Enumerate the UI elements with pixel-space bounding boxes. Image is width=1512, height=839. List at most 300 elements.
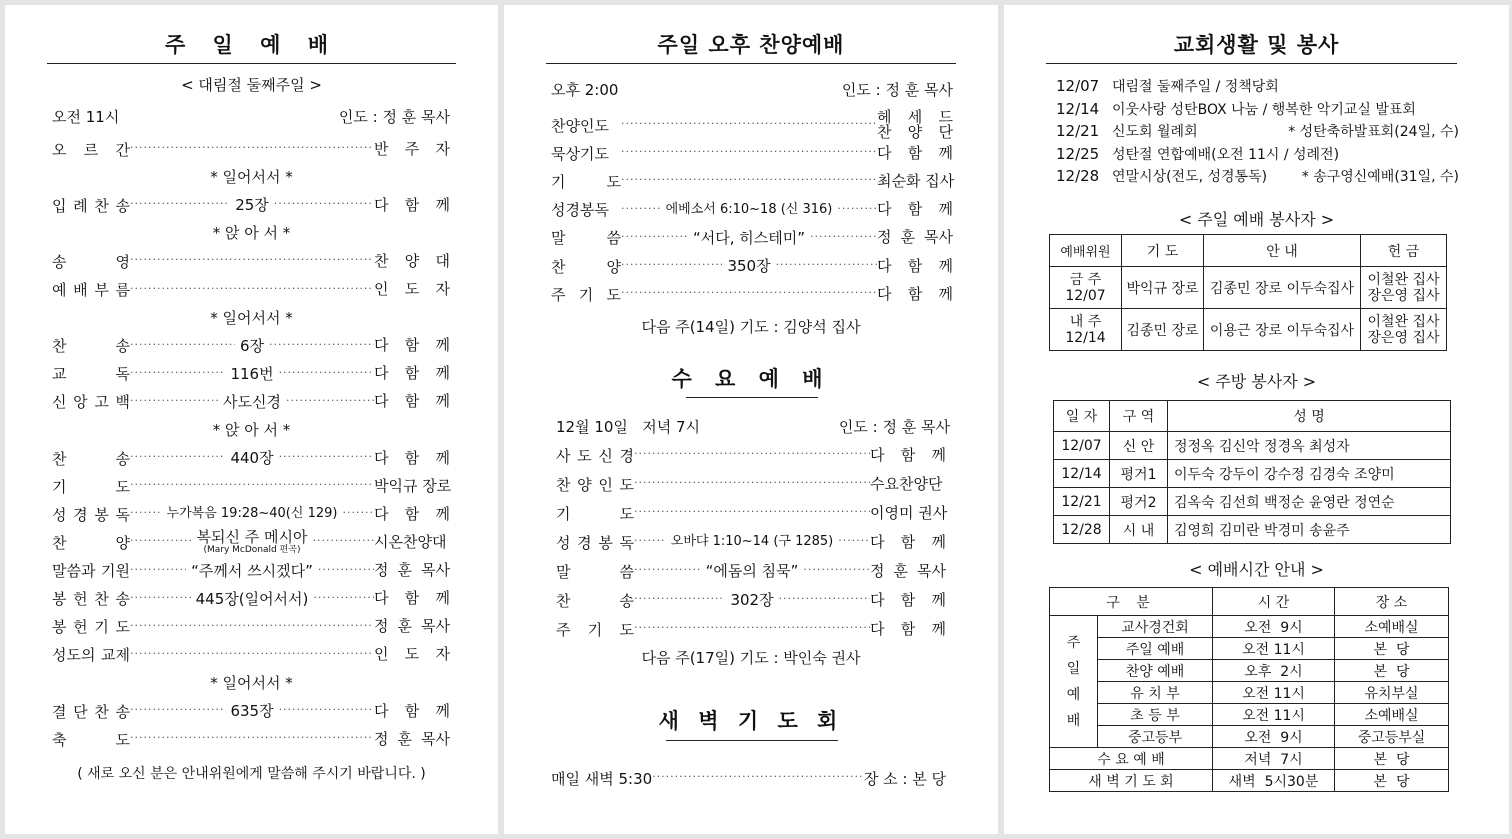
order-item-detail-text: 25장 bbox=[235, 196, 269, 215]
order-item bbox=[551, 281, 953, 307]
order-item-label: 송 영 bbox=[52, 252, 130, 271]
order-item-detail bbox=[225, 450, 278, 466]
order-item-label: 봉 헌 찬 송 bbox=[52, 590, 130, 609]
dot-leader bbox=[779, 587, 870, 613]
news-item bbox=[1056, 75, 1459, 97]
order-item bbox=[52, 248, 450, 274]
order-item-detail bbox=[218, 394, 286, 410]
order-item-person bbox=[877, 284, 953, 303]
order-item-person bbox=[374, 338, 450, 353]
order-item-label: 신 앙 고 백 bbox=[52, 393, 130, 412]
order-item-person-text: 정 훈 목사 bbox=[374, 729, 450, 748]
order-item-person-text: 다 함 께 bbox=[870, 445, 946, 464]
order-item-person bbox=[877, 143, 953, 162]
service-name-cell: 초 등 부 bbox=[1098, 704, 1213, 726]
order-item-person-text: 정 훈 목사 bbox=[877, 228, 953, 247]
dawn-title-underline bbox=[666, 740, 838, 741]
order-item-label: 기 도 bbox=[556, 504, 634, 523]
table-row bbox=[1050, 267, 1447, 309]
service-time-cell: 오후 2시 bbox=[1213, 660, 1335, 682]
order-item-person-text: 다 함 께 bbox=[877, 200, 953, 219]
order-item-label: 입 례 찬 송 bbox=[52, 196, 130, 215]
dot-leader bbox=[279, 698, 374, 724]
dot-leader bbox=[621, 225, 688, 251]
order-item bbox=[551, 140, 953, 166]
posture-note: * 일어서서 * bbox=[210, 308, 293, 327]
dot-leader bbox=[130, 529, 192, 555]
kitchen-volunteers-table bbox=[1053, 400, 1451, 544]
district-cell: 평거1 bbox=[1110, 460, 1168, 488]
order-item-label: 말 씀 bbox=[551, 229, 621, 248]
news-text: 신도회 월례회 bbox=[1112, 124, 1198, 140]
table-header-cell: 구 분 bbox=[1050, 588, 1213, 616]
afternoon-worship-title: 주일 오후 찬양예배 bbox=[657, 33, 845, 57]
news-item bbox=[1056, 165, 1459, 187]
dot-leader bbox=[274, 192, 374, 218]
order-item-person bbox=[374, 647, 450, 662]
order-item-label: 사 도 신 경 bbox=[556, 446, 634, 465]
table-header-cell: 예배위원 bbox=[1050, 235, 1122, 267]
names-cell: 정정옥 김신악 정경옥 최성자 bbox=[1168, 432, 1451, 460]
order-item-detail-text: 445장(일어서서) bbox=[195, 589, 309, 608]
order-item-detail-text: “주께서 쓰시겠다” bbox=[191, 561, 313, 580]
order-item-person bbox=[870, 503, 948, 522]
order-item-person-text: 최순화 집사 bbox=[877, 171, 955, 190]
order-item-person-text: 인 도 자 bbox=[374, 280, 450, 298]
table-row bbox=[1050, 704, 1449, 726]
date-cell: 12/14 bbox=[1054, 460, 1110, 488]
order-item bbox=[556, 558, 946, 584]
table-header-cell: 구 역 bbox=[1110, 401, 1168, 432]
order-item-label: 말 씀 bbox=[556, 562, 634, 581]
worship-time-table bbox=[1049, 587, 1449, 792]
service-name-cell: 찬양 예배 bbox=[1098, 660, 1213, 682]
order-item-label: 찬 양 bbox=[551, 257, 621, 276]
posture-note: * 앉 아 서 * bbox=[212, 224, 291, 243]
table-header-cell: 일 자 bbox=[1054, 401, 1110, 432]
news-text: 이웃사랑 성탄BOX 나눔 / 행복한 악기교실 발표회 bbox=[1112, 101, 1416, 118]
service-time-cell: 오전 11시 bbox=[1213, 638, 1335, 660]
afternoon-worship-panel bbox=[504, 5, 998, 834]
sunday-footer-note: ( 새로 오신 분은 안내위원에게 말씀해 주시기 바랍니다. ) bbox=[77, 766, 426, 782]
dot-leader bbox=[279, 445, 374, 471]
service-time-cell: 오전 11시 bbox=[1213, 682, 1335, 704]
news-extra: * 송구영신예배(31일, 수) bbox=[1301, 169, 1459, 185]
dot-leader bbox=[130, 361, 225, 387]
order-item-person-text: 찬 양 대 bbox=[374, 251, 450, 270]
order-item-detail bbox=[225, 703, 278, 719]
prayer-cell: 박익규 장로 bbox=[1122, 267, 1204, 309]
order-item-detail-text: “에돔의 침묵” bbox=[705, 562, 799, 580]
table-row bbox=[1050, 726, 1449, 748]
order-item-person bbox=[877, 256, 953, 275]
order-item-label: 주 기 도 bbox=[551, 285, 621, 304]
order-item bbox=[52, 698, 450, 724]
table-row bbox=[1050, 682, 1449, 704]
church-life-title: 교회생활 및 봉사 bbox=[1173, 33, 1340, 57]
service-place-cell: 본 당 bbox=[1335, 638, 1449, 660]
dot-leader bbox=[621, 281, 877, 307]
dot-leader bbox=[130, 726, 374, 752]
title-underline bbox=[1046, 63, 1457, 64]
order-item-person bbox=[374, 619, 450, 634]
service-name-cell: 새 벽 기 도 회 bbox=[1050, 770, 1213, 792]
order-item-person bbox=[877, 171, 955, 190]
order-item bbox=[52, 642, 450, 668]
table-row bbox=[1050, 638, 1449, 660]
offering-cell bbox=[1361, 267, 1447, 309]
dot-leader bbox=[279, 361, 374, 387]
order-item bbox=[52, 389, 450, 415]
service-place-cell: 중고등부실 bbox=[1335, 726, 1449, 748]
wednesday-title-underline bbox=[686, 397, 818, 398]
order-item-person bbox=[870, 445, 946, 464]
order-item bbox=[52, 529, 450, 555]
order-item-person bbox=[870, 474, 946, 493]
service-place-cell: 본 당 bbox=[1335, 660, 1449, 682]
order-item-label: 예 배 부 름 bbox=[52, 281, 130, 299]
order-item bbox=[556, 529, 946, 555]
news-text: 성탄절 연합예배(오전 11시 / 성례전) bbox=[1112, 146, 1340, 163]
order-item-person-text: 다 함 께 bbox=[374, 504, 451, 523]
order-item-person-text: 다 함 께 bbox=[870, 619, 946, 638]
order-item-person bbox=[374, 532, 450, 551]
week-cell bbox=[1050, 309, 1122, 351]
order-item-person-text: 다 함 께 bbox=[374, 701, 450, 720]
dot-leader bbox=[269, 333, 374, 359]
date-cell: 12/28 bbox=[1054, 516, 1110, 544]
order-item-detail-text: 6장 bbox=[239, 336, 265, 355]
order-item-person-text: 이영미 권사 bbox=[870, 503, 948, 522]
sunday-worship-panel bbox=[5, 5, 498, 834]
table-header-row bbox=[1054, 401, 1451, 432]
order-item bbox=[52, 192, 450, 218]
dot-leader bbox=[621, 112, 877, 138]
news-item bbox=[1056, 143, 1459, 165]
order-item-person-text: 헤 세 드 bbox=[877, 108, 953, 126]
title-underline bbox=[47, 63, 456, 64]
offering-cell bbox=[1361, 309, 1447, 351]
order-item-detail-text: 635장 bbox=[230, 702, 274, 720]
wednesday-worship-title: 수 요 예 배 bbox=[671, 367, 831, 391]
dot-leader bbox=[838, 529, 870, 555]
dot-leader bbox=[130, 136, 374, 162]
order-item-person-text: 수요찬양단 bbox=[870, 474, 943, 493]
names-cell: 이두숙 강두이 강수정 김경숙 조양미 bbox=[1168, 460, 1451, 488]
order-item bbox=[551, 253, 953, 279]
dot-leader bbox=[634, 587, 725, 613]
order-item-detail-text: 누가복음 19:28~40(신 129) bbox=[166, 506, 338, 522]
order-item-person-text: 다 함 께 bbox=[877, 143, 953, 162]
order-item bbox=[556, 471, 946, 497]
dot-leader bbox=[286, 389, 374, 415]
order-item-detail-text: 오바댜 1:10~14 (구 1285) bbox=[670, 534, 834, 549]
dawn-prayer-title: 새 벽 기 도 회 bbox=[658, 709, 844, 733]
dot-leader bbox=[634, 558, 701, 584]
dot-leader bbox=[130, 501, 162, 527]
usher-cell: 김종민 장로 이두숙집사 bbox=[1204, 267, 1361, 309]
names-cell: 김옥숙 김선희 백정순 윤영란 정연순 bbox=[1168, 488, 1451, 516]
order-item-person-text: 다 함 께 bbox=[374, 364, 450, 383]
order-item-person bbox=[877, 110, 953, 140]
order-item-person bbox=[870, 619, 946, 638]
order-item-label: 성 경 봉 독 bbox=[556, 533, 634, 552]
order-item-detail bbox=[666, 534, 838, 550]
table-row bbox=[1054, 516, 1451, 544]
order-item-person bbox=[374, 282, 450, 297]
sunday-time-row bbox=[52, 103, 450, 129]
news-text: 연말시상(전도, 성경통독) bbox=[1112, 169, 1268, 185]
order-item bbox=[52, 445, 450, 471]
dot-leader bbox=[621, 197, 661, 223]
order-item-person-text: 정 훈 목사 bbox=[374, 617, 450, 636]
dot-leader bbox=[130, 586, 191, 612]
service-place-cell: 소예배실 bbox=[1335, 704, 1449, 726]
order-item-detail bbox=[661, 202, 838, 218]
order-item bbox=[551, 225, 953, 251]
dot-leader bbox=[810, 225, 877, 251]
service-time-cell: 저녁 7시 bbox=[1213, 748, 1335, 770]
order-item-person bbox=[374, 448, 450, 467]
order-item-label: 말씀과 기원 bbox=[52, 562, 130, 580]
order-item-label: 성 경 봉 독 bbox=[52, 505, 130, 524]
order-item-person-text: 인 도 자 bbox=[374, 645, 450, 664]
order-item-person bbox=[374, 366, 450, 381]
news-date: 12/14 bbox=[1056, 99, 1100, 118]
afternoon-time: 오후 2:00 bbox=[551, 80, 619, 99]
order-item-label: 찬 송 bbox=[52, 449, 130, 468]
dot-leader bbox=[130, 333, 235, 359]
offering-name: 이철완 집사 bbox=[1367, 313, 1440, 330]
offering-name: 장은영 집사 bbox=[1367, 287, 1440, 304]
order-item-label: 찬 양 인 도 bbox=[556, 475, 634, 494]
order-item bbox=[52, 586, 450, 612]
sunday-label: 주 일 예 배 bbox=[1066, 634, 1081, 729]
district-cell: 평거2 bbox=[1110, 488, 1168, 516]
afternoon-leader: 인도 : 정 훈 목사 bbox=[841, 80, 953, 99]
news-date: 12/07 bbox=[1056, 77, 1100, 95]
order-item-label: 찬 송 bbox=[52, 337, 130, 356]
dot-leader bbox=[621, 140, 877, 166]
order-item bbox=[556, 500, 946, 526]
dot-leader bbox=[634, 442, 870, 468]
dot-leader bbox=[313, 586, 374, 612]
dawn-prayer-row bbox=[551, 765, 946, 791]
order-item-person-text-2: 찬 양 단 bbox=[877, 123, 953, 141]
news-date: 12/28 bbox=[1056, 167, 1100, 185]
dot-leader bbox=[130, 277, 374, 303]
order-item-label: 주 기 도 bbox=[556, 620, 634, 639]
table-header-cell: 시 간 bbox=[1213, 588, 1335, 616]
order-item bbox=[556, 442, 946, 468]
week-label: 금 주 bbox=[1069, 271, 1102, 288]
sunday-leader: 인도 : 정 훈 목사 bbox=[338, 107, 450, 126]
order-item-person bbox=[374, 729, 450, 748]
wednesday-next-prayer: 다음 주(17일) 기도 : 박인숙 권사 bbox=[641, 649, 861, 667]
order-item-label: 교 독 bbox=[52, 365, 130, 384]
order-item-detail-text: 350장 bbox=[727, 257, 771, 275]
time-table-title: < 예배시간 안내 > bbox=[1189, 560, 1324, 579]
order-item-detail bbox=[225, 366, 278, 382]
week-label: 내 주 bbox=[1069, 313, 1102, 330]
dot-leader bbox=[130, 389, 218, 415]
order-item-label: 찬 송 bbox=[556, 591, 634, 610]
posture-note: * 일어서서 * bbox=[210, 168, 293, 187]
order-item bbox=[52, 614, 450, 640]
week-date: 12/07 bbox=[1065, 287, 1106, 304]
week-cell bbox=[1050, 267, 1122, 309]
order-item-person bbox=[870, 590, 946, 609]
order-item bbox=[52, 558, 450, 584]
order-item-person-text: 다 함 께 bbox=[374, 589, 451, 608]
news-item bbox=[1056, 98, 1459, 120]
order-item bbox=[556, 616, 946, 642]
order-item-label: 기 도 bbox=[551, 172, 621, 191]
dot-leader bbox=[130, 698, 225, 724]
order-item-person-text: 다 함 께 bbox=[374, 448, 450, 467]
dot-leader bbox=[318, 558, 374, 584]
order-item-label: 성도의 교제 bbox=[52, 646, 130, 665]
dot-leader bbox=[837, 197, 877, 223]
order-item bbox=[551, 108, 953, 141]
order-item-detail bbox=[191, 591, 314, 607]
table-row bbox=[1054, 488, 1451, 516]
order-item-person bbox=[374, 701, 450, 720]
wednesday-time-row bbox=[556, 413, 950, 439]
table-row bbox=[1050, 660, 1449, 682]
order-item-detail-sub: (Mary McDonald 편곡) bbox=[203, 545, 301, 556]
service-time-cell: 오전 11시 bbox=[1213, 704, 1335, 726]
order-item-label: 오 르 간 bbox=[52, 140, 130, 159]
service-place-cell: 본 당 bbox=[1335, 770, 1449, 792]
order-item-person bbox=[374, 563, 450, 578]
dot-leader bbox=[130, 614, 374, 640]
dawn-time: 매일 새벽 5:30 bbox=[551, 769, 653, 788]
order-item-person bbox=[870, 561, 947, 580]
dot-leader bbox=[130, 473, 374, 499]
order-item-label: 봉 헌 기 도 bbox=[52, 618, 130, 637]
service-time-cell: 새벽 5시30분 bbox=[1213, 770, 1335, 792]
order-item bbox=[556, 587, 946, 613]
order-item-detail bbox=[162, 506, 343, 522]
service-time-cell: 오전 9시 bbox=[1213, 726, 1335, 748]
order-item bbox=[551, 197, 953, 223]
order-item-detail-text: 사도신경 bbox=[223, 392, 281, 411]
order-item-person-text: 정 훈 목사 bbox=[870, 561, 947, 580]
order-item-person-text: 다 함 께 bbox=[877, 284, 953, 303]
service-time-cell: 오전 9시 bbox=[1213, 616, 1335, 638]
wednesday-leader: 인도 : 정 훈 목사 bbox=[838, 417, 950, 436]
date-cell: 12/07 bbox=[1054, 432, 1110, 460]
dot-leader bbox=[621, 253, 722, 279]
table-header-cell: 장 소 bbox=[1335, 588, 1449, 616]
order-item bbox=[52, 277, 450, 303]
order-item-detail bbox=[725, 592, 778, 608]
order-item-person-text: 박익규 장로 bbox=[374, 476, 452, 495]
order-item-person-text: 다 함 께 bbox=[374, 195, 451, 214]
table-row bbox=[1054, 432, 1451, 460]
dot-leader bbox=[130, 445, 225, 471]
dot-leader bbox=[634, 616, 870, 642]
service-name-cell: 수 요 예 배 bbox=[1050, 748, 1213, 770]
order-item-label: 찬 양 bbox=[52, 533, 130, 552]
table-row bbox=[1050, 770, 1449, 792]
service-name-cell: 중고등부 bbox=[1098, 726, 1213, 748]
order-item bbox=[52, 136, 450, 162]
order-item-detail bbox=[701, 563, 804, 579]
week-date: 12/14 bbox=[1065, 329, 1106, 346]
order-item-detail bbox=[186, 563, 318, 579]
date-cell: 12/21 bbox=[1054, 488, 1110, 516]
names-cell: 김영희 김미란 박경미 송윤주 bbox=[1168, 516, 1451, 544]
order-item-person-text: 다 함 께 bbox=[877, 256, 953, 275]
order-item-person-text: 시온찬양대 bbox=[374, 532, 447, 551]
order-item bbox=[52, 361, 450, 387]
order-item-detail bbox=[192, 529, 313, 555]
dot-leader bbox=[634, 471, 870, 497]
order-item-detail bbox=[230, 197, 274, 213]
dot-leader bbox=[803, 558, 870, 584]
service-name-cell: 유 치 부 bbox=[1098, 682, 1213, 704]
offering-name: 장은영 집사 bbox=[1367, 329, 1440, 346]
order-item bbox=[52, 333, 450, 359]
afternoon-time-row bbox=[551, 76, 953, 102]
table-row bbox=[1050, 616, 1449, 638]
sunday-label-cell bbox=[1050, 616, 1098, 748]
order-item-label: 결 단 찬 송 bbox=[52, 702, 130, 721]
table-row bbox=[1054, 460, 1451, 488]
dot-leader bbox=[621, 168, 877, 194]
news-date: 12/21 bbox=[1056, 122, 1100, 140]
church-life-panel bbox=[1004, 5, 1509, 834]
order-item-detail-text: “서다, 히스테미” bbox=[692, 228, 806, 247]
dot-leader bbox=[130, 558, 186, 584]
usher-cell: 이용근 장로 이두숙집사 bbox=[1204, 309, 1361, 351]
order-item-person-text: 정 훈 목사 bbox=[374, 561, 450, 579]
title-underline bbox=[546, 63, 956, 64]
order-item-person-text: 다 함 께 bbox=[870, 532, 947, 551]
news-text: 대림절 둘째주일 / 정책당회 bbox=[1112, 79, 1279, 95]
dot-leader bbox=[342, 501, 374, 527]
service-place-cell: 본 당 bbox=[1335, 748, 1449, 770]
dot-leader bbox=[634, 500, 870, 526]
order-item-person bbox=[374, 476, 452, 495]
service-name-cell: 주일 예배 bbox=[1098, 638, 1213, 660]
sunday-volunteers-table bbox=[1049, 234, 1447, 351]
order-item-person bbox=[870, 532, 947, 551]
sunday-time: 오전 11시 bbox=[52, 107, 120, 126]
dot-leader bbox=[312, 529, 374, 555]
wednesday-time: 12월 10일 저녁 7시 bbox=[556, 417, 701, 436]
order-item-person bbox=[877, 202, 953, 217]
order-item-label: 축 도 bbox=[52, 730, 130, 749]
order-item-detail bbox=[235, 338, 269, 354]
table-header-cell: 헌 금 bbox=[1361, 235, 1447, 267]
sunday-subtitle: < 대림절 둘째주일 > bbox=[181, 76, 322, 94]
service-place-cell: 소예배실 bbox=[1335, 616, 1449, 638]
order-item-person bbox=[374, 504, 451, 523]
dot-leader bbox=[776, 253, 877, 279]
order-item-person-text: 다 함 께 bbox=[870, 590, 946, 609]
posture-note: * 일어서서 * bbox=[210, 673, 293, 692]
order-item-person bbox=[374, 591, 450, 606]
order-item-label: 찬양인도 bbox=[551, 116, 609, 135]
dot-leader bbox=[634, 529, 666, 555]
posture-note: * 앉 아 서 * bbox=[212, 421, 291, 439]
order-item-person bbox=[877, 230, 953, 245]
order-item-person bbox=[374, 251, 450, 270]
table-header-cell: 기 도 bbox=[1122, 235, 1204, 267]
